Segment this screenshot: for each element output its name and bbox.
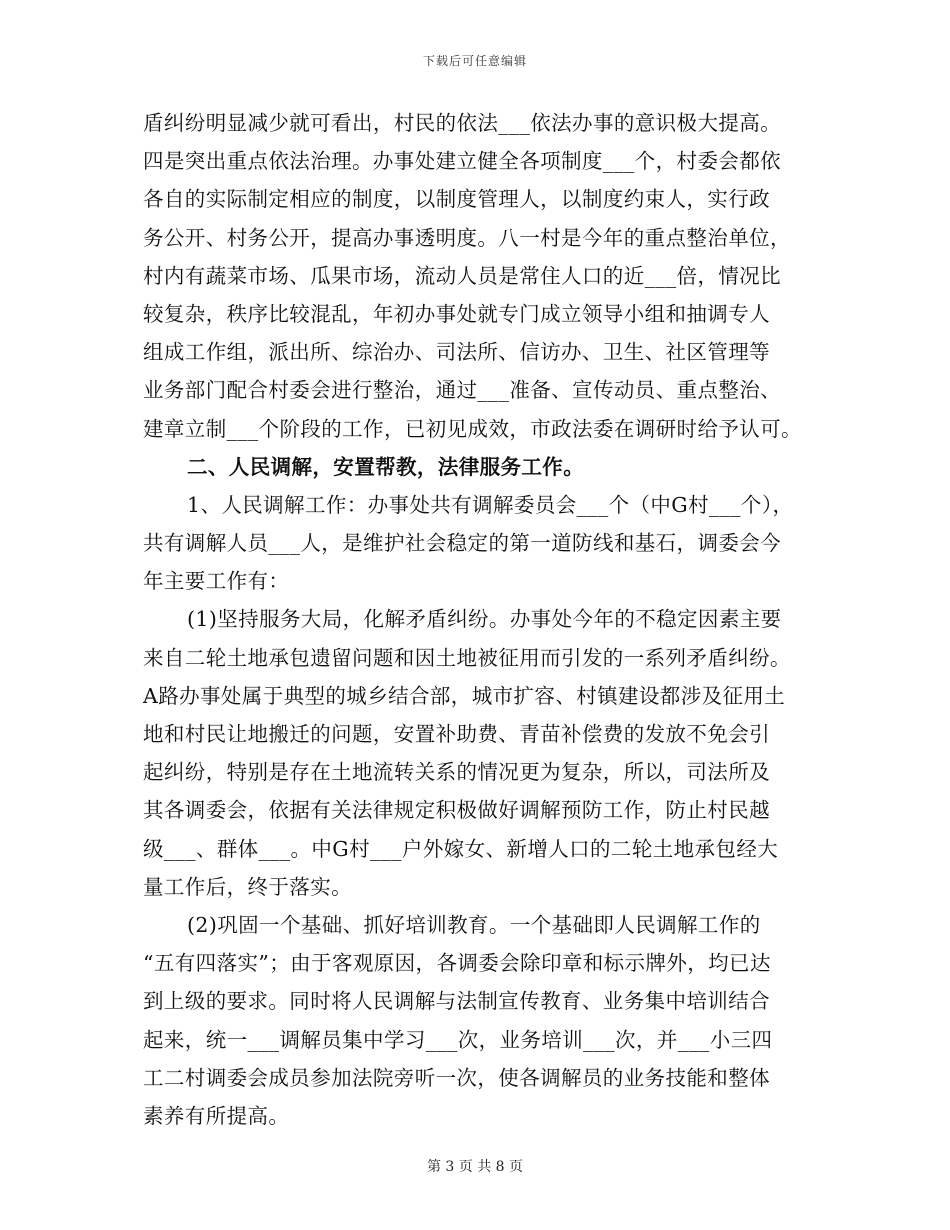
section-heading: 二、人民调解，安置帮教，法律服务工作。 bbox=[187, 454, 585, 479]
text-line: 较复杂，秩序比较混乱，年初办事处就专门成立领导小组和抽调专人 bbox=[143, 301, 770, 326]
text-line: A路办事处属于典型的城乡结合部，城市扩容、村镇建设都涉及征用土 bbox=[143, 683, 786, 708]
page-number: 第 3 页 共 8 页 bbox=[426, 1159, 524, 1175]
text-line: 务公开、村务公开，提高办事透明度。八一村是今年的重点整治单位， bbox=[143, 225, 791, 250]
text-line: 四是突出重点依法治理。办事处建立健全各项制度___个，村委会都依 bbox=[143, 149, 782, 174]
text-line: 1、人民调解工作：办事处共有调解委员会___个（中G村___个）， bbox=[187, 492, 794, 517]
text-line: (1)坚持服务大局，化解矛盾纠纷。办事处今年的不稳定因素主要 bbox=[187, 607, 782, 632]
text-line: 其各调委会，依据有关法律规定积极做好调解预防工作，防止村民越 bbox=[143, 798, 770, 823]
text-line: 来自二轮土地承包遗留问题和因土地被征用而引发的一系列矛盾纠纷。 bbox=[143, 645, 791, 670]
document-body bbox=[143, 104, 823, 1135]
text-line: 各自的实际制定相应的制度，以制度管理人，以制度约束人，实行政 bbox=[143, 187, 770, 212]
text-line: 地和村民让地搬迁的问题，安置补助费、青苗补偿费的发放不免会引 bbox=[143, 722, 770, 746]
text-line: 共有调解人员___人，是维护社会稳定的第一道防线和基石，调委会今 bbox=[143, 531, 782, 556]
text-line: (2)巩固一个基础、抓好培训教育。一个基础即人民调解工作的 bbox=[187, 912, 761, 937]
text-line: 起来，统一___调解员集中学习___次，业务培训___次，并___小三四 bbox=[143, 1027, 773, 1052]
text-line: 级___、群体___。中G村___户外嫁女、新增人口的二轮土地承包经大 bbox=[143, 836, 779, 861]
text-line: 建章立制___个阶段的工作，已初见成效，市政法委在调研时给予认可。 bbox=[143, 416, 802, 441]
text-line: “五有四落实”；由于客观原因，各调委会除印章和标示牌外，均已达 bbox=[143, 951, 771, 976]
text-line: 盾纠纷明显减少就可看出，村民的依法___依法办事的意识极大提高。 bbox=[143, 111, 782, 135]
text-line: 组成工作组，派出所、综治办、司法所、信访办、卫生、社区管理等 bbox=[143, 340, 770, 365]
text-line: 村内有蔬菜市场、瓜果市场，流动人员是常住人口的近___倍，情况比 bbox=[143, 263, 782, 288]
text-line: 年主要工作有： bbox=[143, 569, 290, 594]
page-header-note: 下载后可任意编辑 bbox=[422, 54, 527, 68]
text-line: 工二村调委会成员参加法院旁听一次，使各调解员的业务技能和整体 bbox=[143, 1065, 770, 1090]
text-line: 素养有所提高。 bbox=[143, 1103, 290, 1128]
text-line: 起纠纷，特别是存在土地流转关系的情况更为复杂，所以，司法所及 bbox=[143, 760, 770, 785]
text-line: 到上级的要求。同时将人民调解与法制宣传教育、业务集中培训结合 bbox=[143, 989, 770, 1014]
text-line: 量工作后，终于落实。 bbox=[143, 874, 352, 899]
text-line: 业务部门配合村委会进行整治，通过___准备、宣传动员、重点整治、 bbox=[143, 378, 782, 403]
